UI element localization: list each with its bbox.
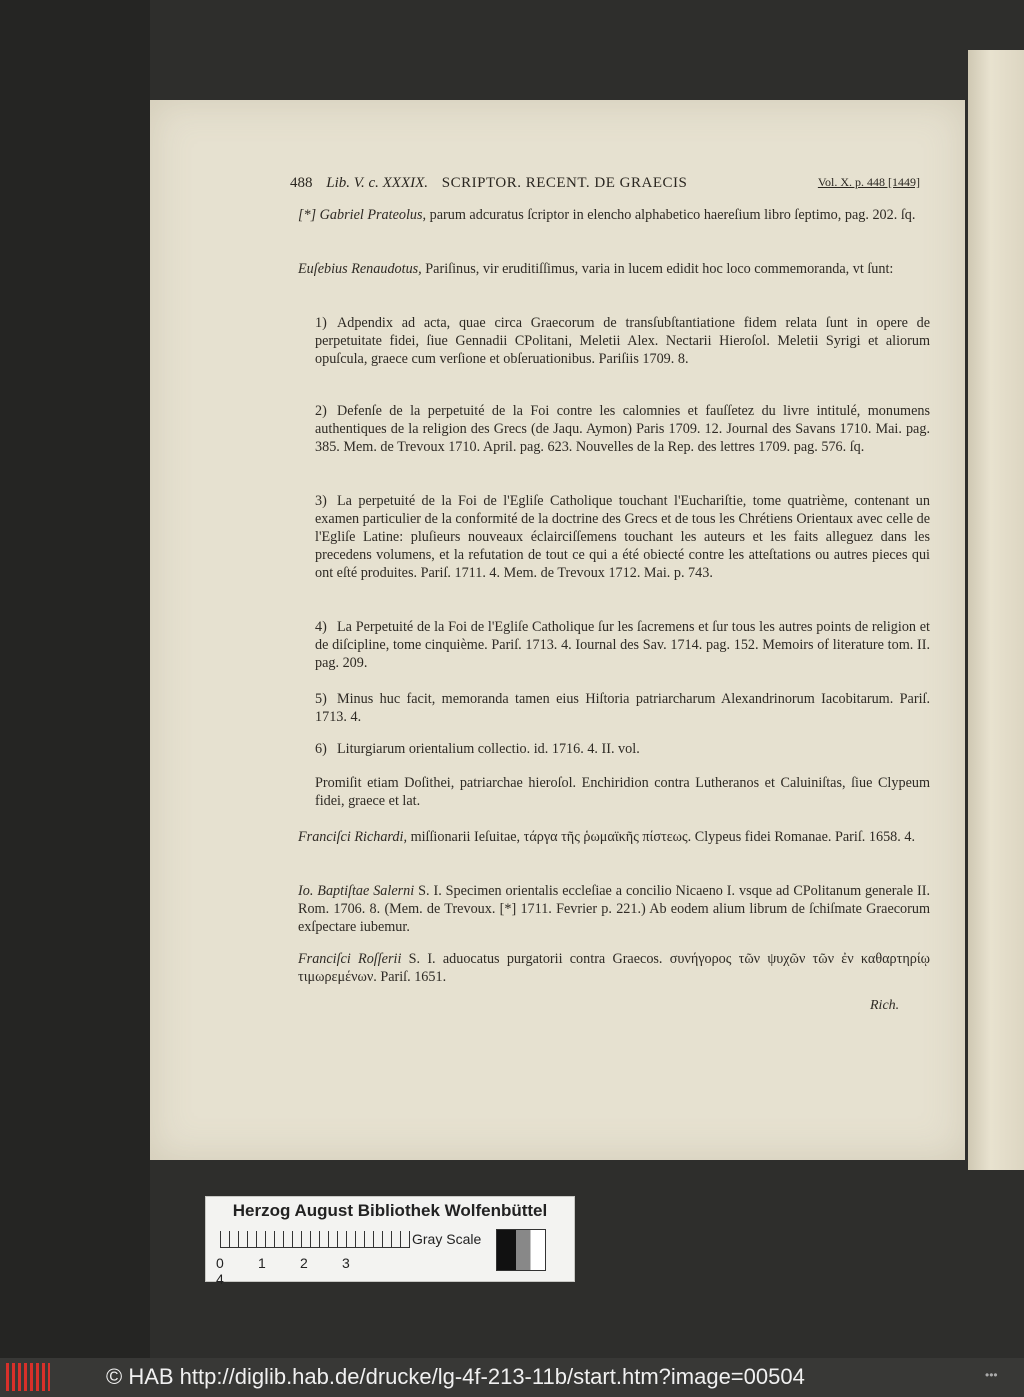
list-item-4 [315,618,930,672]
entry-prateolus [298,206,930,224]
hab-logo-icon [6,1363,50,1391]
list-item-1 [315,314,930,368]
gray-scale-label: Gray Scale [412,1231,482,1247]
entry-salerni [298,882,930,936]
item-text: La Perpetuité de la Foi de l'Egliſe Catholique ſur les ſacremens et ſur tous les autres points de religion et de diſcipline, tome cinquième. Pariſ. 1713. 4. Iournal des Sav. 1714. pag. 152. Memoirs of literature tom. II. pag. 209. [315,619,930,671]
dark-background [0,0,150,1358]
ruler-number: 0 [216,1255,224,1271]
ruler-number: 4 [216,1271,224,1287]
promisit-paragraph: Promiſit etiam Doſithei, patriarchae hieroſol. Enchiridion contra Lutheranos et Caluiniſtas, ſiue Clypeum fidei, graece et lat. [315,775,930,809]
list-item-3 [315,492,930,582]
copyright-url[interactable]: © HAB http://diglib.hab.de/drucke/lg-4f-213-11b/start.htm?image=00504 [106,1364,805,1389]
ruler-numbers [216,1255,416,1287]
item-number: 1) [315,315,327,331]
catchword: Rich. [870,998,900,1013]
item-text: Liturgiarum orientalium collectio. id. 1716. 4. II. vol. [337,741,640,757]
page-header [290,175,930,192]
item-text: Adpendix ad acta, quae circa Graecorum de transſubſtantiatione fidem relata ſunt in opere de perpetuitate fidei, ſiue Gennadii CPolitani, Meletii Alex. Nectarii Hieroſol. Meletii Syrigi et aliorum opuſcula, graece cum verſione et obſeruationibus. Pariſiis 1709. 8. [315,315,930,367]
gray-scale-swatch [496,1229,546,1271]
entry-richardi [298,828,930,846]
entry-author: Franciſci Roſſerii [298,951,402,967]
item-text: Minus huc facit, memoranda tamen eius Hiſtoria patriarcharum Alexandrinorum Iacobitarum. Pariſ. 1713. 4. [315,691,930,725]
facing-page-edge [968,50,1024,1170]
running-title: SCRIPTOR. RECENT. DE GRAECIS [441,175,688,191]
item-number: 5) [315,691,327,707]
item-number: 4) [315,619,327,635]
item-number: 2) [315,403,327,419]
book-page [150,100,965,1160]
entry-author: [*] Gabriel Prateolus, [298,207,427,223]
ruler-number: 1 [258,1255,266,1271]
library-label [205,1196,575,1287]
library-name: Herzog August Bibliothek Wolfenbüttel [232,1201,548,1220]
entry-text: S. I. aduocatus purgatorii contra Graecos. συνήγορος τῶν ψυχῶν τῶν ἐν καθαρτηρίῳ τιμωρεμένων. Pariſ. 1651. [298,951,930,985]
item-text: Defenſe de la perpetuité de la Foi contre les calomnies et fauſſetez du livre intitulé, monumens authentiques de la religion des Grecs (de Jaqu. Aymon) Paris 1709. 12. Journal des Savans 1710. Mai. pag. 385. Mem. de Trevoux 1710. April. pag. 623. Nouvelles de la Rep. des lettres 1709. pag. 576. ſq. [315,403,930,455]
entry-text: miſſionarii Ieſuitae, τάργα τῆς ῥωμαϊκῆς πίστεως. Clypeus fidei Romanae. Pariſ. 1658. 4. [410,829,915,845]
entry-text: parum adcuratus ſcriptor in elencho alphabetico haereſium libro ſeptimo, pag. 202. ſq. [429,207,916,223]
entry-author: Euſebius Renaudotus, [298,261,422,277]
measure-ruler [220,1231,410,1248]
item-number: 3) [315,493,327,509]
entry-author: Franciſci Richardi, [298,829,408,845]
entry-renaudotus [298,260,930,278]
ruler-number: 2 [300,1255,308,1271]
item-number: 6) [315,741,327,757]
list-item-2 [315,402,930,456]
item-text: La perpetuité de la Foi de l'Egliſe Catholique touchant l'Euchariſtie, tome quatrième, contenant un examen particulier de la conformité de la doctrine des Grecs et de tous les Chrétiens Orientaux avec celle de l'Egliſe Latine: pluſieurs nouveaux éclairciſſemens touchant les auteurs et les faits alleguez dans les precedens volumens, et la refutation de tout ce qui a été obiecté contre les atteſtations ou autres pieces qui ont eſté produites. Pariſ. 1711. 4. Mem. de Trevoux 1712. Mai. p. 743. [315,493,930,581]
volume-reference: Vol. X. p. 448 [1449] [817,175,920,189]
page-number: 488 [290,175,313,191]
list-item-6 [315,740,930,758]
entry-text: S. I. Specimen orientalis eccleſiae a concilio Nicaeno I. vsque ad CPolitanum generale II. Rom. 1706. 8. (Mem. de Trevoux. [*] 1711. Fevrier p. 221.) Ab eodem alium librum de ſchiſmate Graecorum exſpectare iubemur. [298,883,930,935]
more-icon[interactable]: ••• [985,1368,998,1382]
ruler-number: 3 [342,1255,350,1271]
entry-rosserii [298,950,930,986]
footer-bar [0,1358,1024,1397]
entry-author: Io. Baptiſtae Salerni [298,883,415,899]
book-reference: Lib. V. c. XXXIX. [326,175,429,191]
list-item-5 [315,690,930,726]
entry-text: Pariſinus, vir eruditiſſimus, varia in lucem edidit hoc loco commemoranda, vt ſunt: [425,261,894,277]
